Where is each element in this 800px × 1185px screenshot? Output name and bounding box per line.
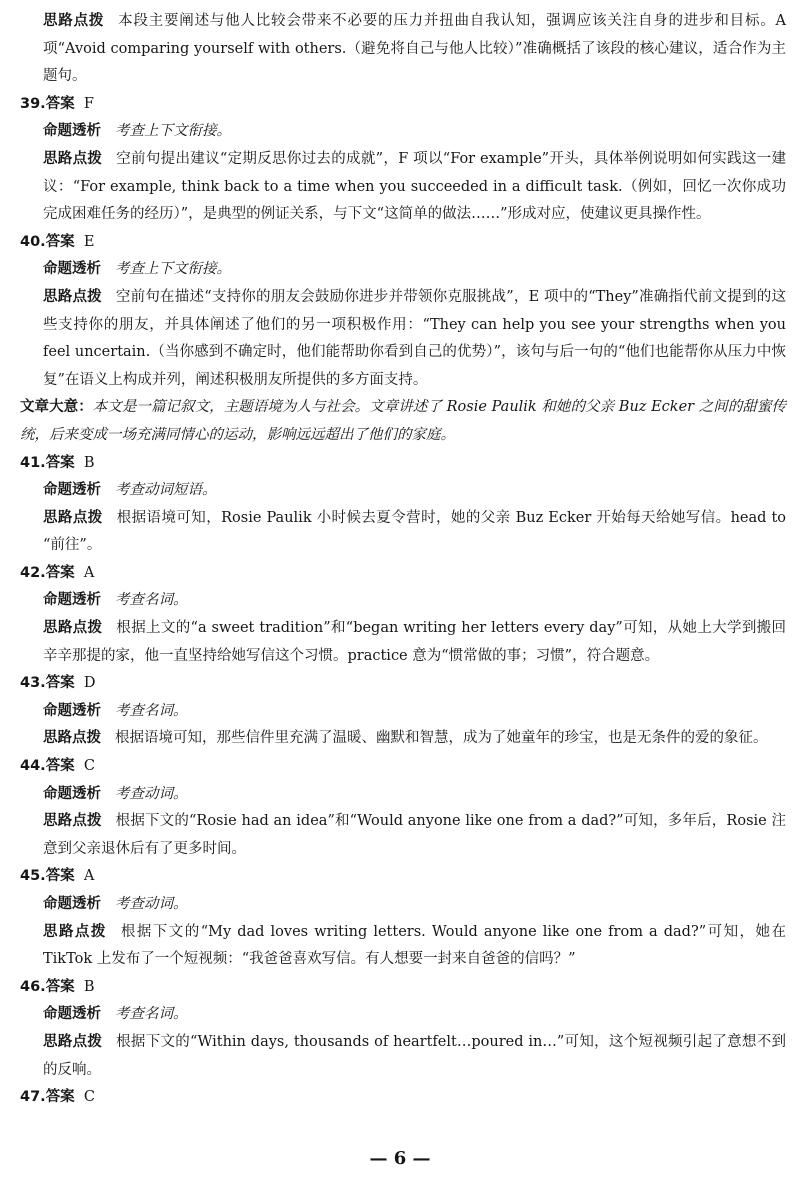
hint-line: [20, 1029, 786, 1084]
hint-text: 根据语境可知，Rosie Paulik 小时候去夏令营时，她的父亲 Buz Ecker 开始每天给她写信。head to “前往”。: [43, 509, 787, 554]
hint-label: 思路点拨: [43, 1033, 103, 1050]
question-number: 45.: [20, 868, 46, 885]
question-number: 46.: [20, 978, 46, 995]
analysis-text: 考查动词。: [115, 785, 188, 802]
hint-text: 根据下文的“Rosie had an idea”和“Would anyone like one from a dad?”可知，多年后，Rosie 注意到父亲退休后有了更多时间。: [43, 813, 786, 857]
hint-line: [20, 146, 786, 229]
summary-text: 本文是一篇记叙文，主题语境为人与社会。文章讲述了 Rosie Paulik 和她的父亲 Buz Ecker 之间的甜蜜传统，后来变成一场充满同情心的运动，影响远远超出了他们的家庭。: [20, 399, 786, 443]
hint-label: 思路点拨: [43, 730, 101, 747]
answer-line: [20, 450, 786, 478]
answer-line: [20, 1084, 786, 1112]
analysis-label: 命题透析: [43, 702, 101, 719]
question-number: 43.: [20, 675, 46, 692]
analysis-text: 考查名词。: [115, 702, 188, 719]
answer-label: 答案: [45, 978, 75, 995]
answer-label: 答案: [45, 233, 75, 250]
hint-text: 根据下文的“My dad loves writing letters. Would anyone like one from a dad?”可知，她在 TikTok 上发布了一个短视频：“我爸爸喜欢写信。有人想要一封来自爸爸的信吗？”: [43, 923, 786, 968]
analysis-line: [20, 698, 786, 726]
analysis-line: [20, 256, 786, 284]
hint-label: 思路点拨: [43, 288, 102, 305]
question-40: [20, 229, 786, 395]
answer-label: 答案: [45, 868, 75, 885]
question-47: [20, 1084, 786, 1112]
intro-hint: [20, 8, 786, 91]
analysis-line: [20, 781, 786, 809]
question-46: [20, 974, 786, 1084]
hint-label: 思路点拨: [43, 13, 105, 29]
hint-line: [20, 725, 786, 753]
analysis-label: 命题透析: [43, 123, 101, 140]
answer-line: [20, 670, 786, 698]
answer-line: [20, 91, 786, 119]
analysis-label: 命题透析: [43, 1006, 101, 1023]
question-number: 40.: [20, 233, 46, 250]
question-42: [20, 560, 786, 670]
document-page: [20, 8, 786, 1112]
hint-line: [20, 808, 786, 863]
analysis-text: 考查上下文衔接。: [115, 261, 231, 278]
answer-value: C: [83, 1089, 96, 1106]
question-41: [20, 450, 786, 560]
hint-label: 思路点拨: [43, 923, 107, 940]
hint-text: 本段主要阐述与他人比较会带来不必要的压力并扭曲自我认知，强调应该关注自身的进步和目标。A 项“Avoid comparing yourself with others.（避免将自己与他人比较）”准确概括了该段的核心建议，适合作为主题句。: [43, 13, 787, 85]
analysis-label: 命题透析: [43, 592, 101, 609]
analysis-line: [20, 587, 786, 615]
hint-label: 思路点拨: [43, 509, 103, 526]
question-45: [20, 863, 786, 973]
analysis-text: 考查动词。: [115, 896, 188, 912]
analysis-line: [20, 891, 786, 919]
hint-label: 思路点拨: [43, 620, 103, 637]
question-39: [20, 91, 786, 229]
question-43: [20, 670, 786, 753]
answer-label: 答案: [45, 675, 75, 692]
hint-line: [20, 505, 786, 560]
hint-line: [20, 615, 786, 670]
question-number: 47.: [20, 1089, 46, 1106]
hint-line: [20, 284, 786, 394]
answer-label: 答案: [45, 758, 75, 775]
answer-label: 答案: [45, 95, 75, 112]
analysis-text: 考查上下文衔接。: [115, 123, 231, 140]
answer-line: [20, 229, 786, 257]
hint-line: [20, 919, 786, 974]
analysis-label: 命题透析: [43, 785, 101, 802]
analysis-label: 命题透析: [43, 482, 101, 499]
answer-line: [20, 753, 786, 781]
answer-line: [20, 974, 786, 1002]
hint-label: 思路点拨: [43, 813, 102, 830]
question-number: 39.: [20, 95, 46, 112]
article-summary: [20, 394, 786, 449]
hint-text: 根据语境可知，那些信件里充满了温暖、幽默和智慧，成为了她童年的珍宝，也是无条件的爱的象征。: [115, 730, 768, 747]
answer-line: [20, 560, 786, 588]
analysis-text: 考查名词。: [115, 1006, 188, 1023]
analysis-label: 命题透析: [43, 261, 101, 278]
answer-value: A: [83, 564, 95, 581]
page-number: — 6 —: [369, 1148, 431, 1169]
answer-label: 答案: [45, 454, 75, 471]
hint-text: 根据上文的“a sweet tradition”和“began writing her letters every day”可知，从她上大学到搬回辛辛那提的家，他一直坚持给她写信这个习惯。practice 意为“惯常做的事；习惯”，符合题意。: [43, 620, 786, 664]
question-number: 42.: [20, 564, 46, 581]
summary-label: 文章大意：: [20, 399, 93, 416]
answer-label: 答案: [45, 1089, 75, 1106]
answer-value: B: [83, 978, 95, 995]
hint-text: 空前句提出建议“定期反思你过去的成就”，F 项以“For example”开头，具体举例说明如何实践这一建议：“For example, think back to a time when you succeeded in a difficult task.（例如，回忆一次你成功完成困难任务的经历）”，是典型的例证关系，与下文“这简单的做法……”形成对应，使建议更具操作性。: [43, 150, 787, 223]
answer-value: A: [83, 868, 95, 885]
hint-text: 根据下文的“Within days, thousands of heartfelt…poured in…”可知，这个短视频引起了意想不到的反响。: [43, 1033, 786, 1078]
answer-value: D: [83, 675, 96, 692]
analysis-text: 考查动词短语。: [115, 482, 217, 499]
analysis-line: [20, 477, 786, 505]
analysis-line: [20, 118, 786, 146]
answer-line: [20, 863, 786, 891]
answer-value: E: [83, 233, 95, 250]
answer-label: 答案: [45, 564, 75, 581]
question-number: 44.: [20, 758, 46, 775]
hint-label: 思路点拨: [43, 150, 103, 167]
analysis-text: 考查名词。: [115, 592, 188, 609]
answer-value: B: [83, 454, 95, 471]
analysis-label: 命题透析: [43, 896, 101, 912]
answer-value: F: [83, 95, 94, 112]
question-44: [20, 753, 786, 863]
hint-text: 空前句在描述“支持你的朋友会鼓励你进步并带领你克服挑战”，E 项中的“They”准确指代前文提到的这些支持你的朋友，并具体阐述了他们的另一项积极作用：“They can help you see your strengths when you feel uncertain.（当你感到不确定时，他们能帮助你看到自己的优势）”，该句与后一句的“他们也能帮你从压力中恢复”在语义上构成并列，阐述积极朋友所提供的多方面支持。: [43, 288, 787, 388]
answer-value: C: [83, 758, 96, 775]
analysis-line: [20, 1001, 786, 1029]
question-number: 41.: [20, 454, 46, 471]
